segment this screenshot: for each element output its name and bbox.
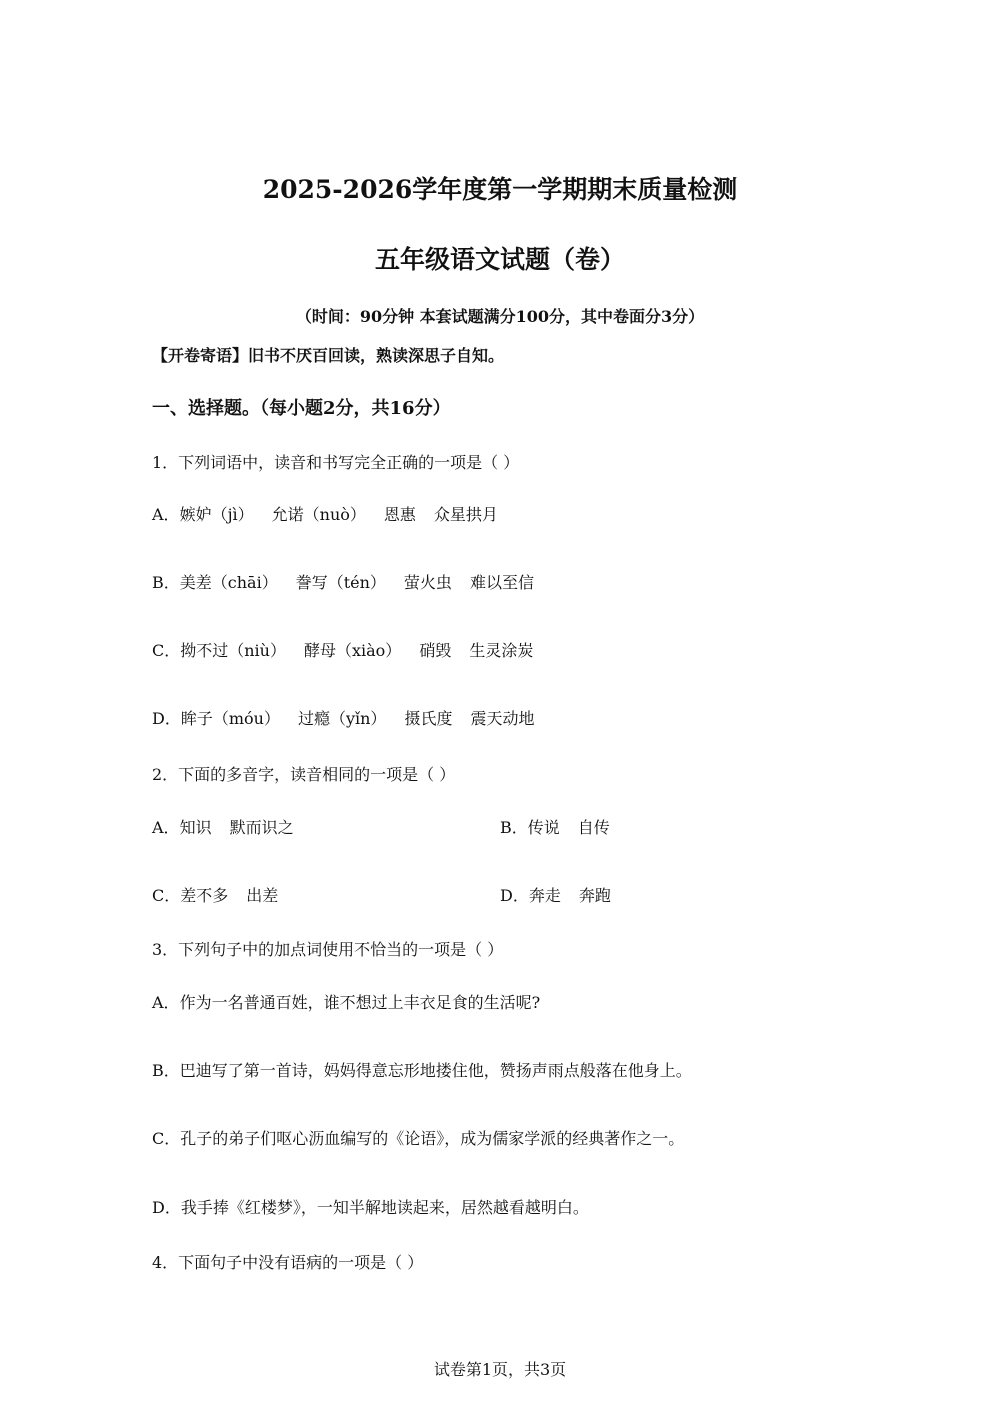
option-text: 巴迪写了第一首诗，妈妈得意忘形地搂住他，赞扬声雨点般落在他身上。: [179, 1061, 692, 1080]
option-item: 摄氏度: [404, 709, 453, 728]
option-item: 传说: [527, 818, 560, 837]
option-item: 酵母（xiào）: [303, 641, 402, 660]
option-item: 差不多: [180, 886, 229, 905]
option-row: [152, 1195, 589, 1218]
option-item: 恩惠: [383, 505, 416, 524]
option-label: C．: [152, 641, 181, 660]
option-label: D．: [152, 1198, 181, 1217]
option-row: [152, 706, 534, 729]
option-row: [152, 638, 533, 661]
option-item: 硝毁: [419, 641, 452, 660]
option-row: [152, 570, 534, 593]
question-stem: 3．下列句子中的加点词使用不恰当的一项是（ ）: [152, 940, 504, 959]
option-row: [500, 815, 610, 838]
option-item: 难以至信: [469, 573, 534, 592]
option-item: 拗不过（niù）: [180, 641, 286, 660]
section-title: 一、选择题。（每小题2分，共16分）: [152, 398, 451, 419]
option-label: B．: [152, 1061, 180, 1080]
opening-note: 【开卷寄语】旧书不厌百回读，熟读深思子自知。: [152, 346, 505, 365]
option-item: 眸子（móu）: [180, 709, 280, 728]
option-row: [152, 1126, 684, 1149]
page-footer: 试卷第1页，共3页: [433, 1360, 567, 1379]
option-label: D．: [152, 709, 181, 728]
option-item: 美差（chāi）: [179, 573, 278, 592]
option-row: [500, 883, 611, 906]
option-item: 允诺（nuò）: [271, 505, 366, 524]
option-item: 自传: [577, 818, 610, 837]
exam-info: （时间：90分钟 本套试题满分100分，其中卷面分3分）: [295, 307, 705, 326]
option-label: A．: [152, 505, 180, 524]
option-label: A．: [152, 993, 180, 1012]
option-row: [152, 1058, 692, 1081]
option-label: C．: [152, 1129, 181, 1148]
option-item: 知识: [179, 818, 212, 837]
option-row: [152, 502, 498, 525]
question-stem: 2．下面的多音字，读音相同的一项是（ ）: [152, 765, 456, 784]
option-text: 作为一名普通百姓，谁不想过上丰衣足食的生活呢?: [179, 993, 541, 1012]
option-row: [152, 815, 294, 838]
option-label: B．: [152, 573, 180, 592]
option-item: 生灵涂炭: [469, 641, 534, 660]
option-item: 默而识之: [229, 818, 294, 837]
option-item: 出差: [246, 886, 279, 905]
exam-title: 2025-2026学年度第一学期期末质量检测: [262, 175, 738, 204]
option-label: A．: [152, 818, 180, 837]
option-row: [152, 883, 278, 906]
option-item: 誊写（tén）: [295, 573, 386, 592]
option-item: 嫉妒（jì）: [179, 505, 254, 524]
option-item: 众星拱月: [433, 505, 498, 524]
question-stem: 4．下面句子中没有语病的一项是（ ）: [152, 1253, 424, 1272]
option-label: C．: [152, 886, 181, 905]
option-item: 震天动地: [470, 709, 535, 728]
option-item: 过瘾（yǐn）: [297, 709, 387, 728]
option-label: D．: [500, 886, 529, 905]
option-row: [152, 990, 540, 1013]
option-text: 孔子的弟子们呕心沥血编写的《论语》，成为儒家学派的经典著作之一。: [180, 1129, 685, 1148]
option-item: 奔走: [528, 886, 561, 905]
option-label: B．: [500, 818, 528, 837]
exam-subtitle: 五年级语文试题（卷）: [374, 245, 625, 274]
option-item: 萤火虫: [403, 573, 452, 592]
option-text: 我手捧《红楼梦》，一知半解地读起来，居然越看越明白。: [180, 1198, 589, 1217]
question-stem: 1．下列词语中，读音和书写完全正确的一项是（ ）: [152, 453, 520, 472]
option-item: 奔跑: [578, 886, 611, 905]
